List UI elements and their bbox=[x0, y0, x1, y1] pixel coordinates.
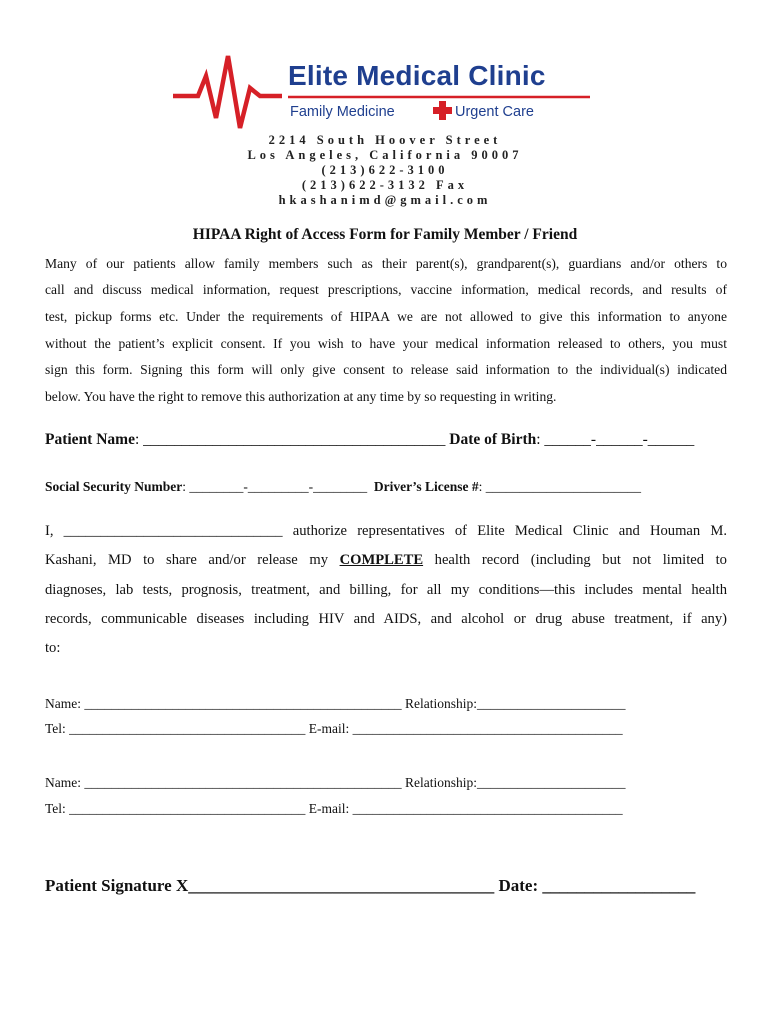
ssn-row bbox=[45, 479, 641, 495]
intro-line: test, pickup forms etc. Under the requirements of HIPAA we are not allowed to give this information to anyone bbox=[45, 309, 727, 324]
tagline-family-medicine: Family Medicine bbox=[290, 104, 395, 120]
intro-line: sign this form. Signing this form will only give consent to release said information to the individual(s) indicated bbox=[45, 362, 727, 377]
contact-2-name-relationship[interactable]: Name: _______________________________________________ Relationship:______________________ bbox=[45, 775, 626, 790]
clinic-logo bbox=[170, 48, 600, 140]
contact-1-name-relationship[interactable]: Name: _______________________________________________ Relationship:______________________ bbox=[45, 696, 626, 711]
red-cross-icon bbox=[433, 101, 452, 120]
auth-line[interactable]: I, ______________________________ authorize representatives of Elite Medical Clinic and Houman M. bbox=[45, 523, 727, 539]
auth-line: to: bbox=[45, 640, 61, 656]
drivers-license-label: Driver’s License # bbox=[373, 479, 479, 494]
patient-name-row bbox=[45, 431, 694, 449]
form-title: HIPAA Right of Access Form for Family Member / Friend bbox=[192, 226, 578, 243]
dob-label: Date of Birth bbox=[449, 431, 537, 448]
address-city: Los Angeles, California 90007 bbox=[247, 148, 523, 162]
intro-line: Many of our patients allow family members such as their parent(s), grandparent(s), guardians and/or others to bbox=[45, 256, 727, 271]
intro-line: call and discuss medical information, request prescriptions, vaccine information, medical records, and results of bbox=[45, 282, 727, 297]
auth-line: Kashani, MD to share and/or release my COMPLETE health record (including but not limited to bbox=[45, 552, 727, 568]
clinic-name: Elite Medical Clinic bbox=[288, 60, 546, 91]
auth-line: records, communicable diseases including HIV and AIDS, and alcohol or drug abuse treatment, if any) bbox=[45, 611, 727, 627]
ssn-field[interactable]: : ________-_________-________ bbox=[182, 479, 368, 494]
tagline-urgent-care: Urgent Care bbox=[455, 104, 534, 120]
contact-1-tel-email[interactable]: Tel: ___________________________________ E-mail: ________________________________________ bbox=[45, 721, 623, 736]
dob-field[interactable]: : ______-______-______ bbox=[536, 431, 695, 448]
address-fax: (213)622-3132 Fax bbox=[301, 178, 469, 192]
drivers-license-field[interactable]: : _______________________ bbox=[478, 479, 641, 494]
address-phone: (213)622-3100 bbox=[321, 163, 449, 177]
auth-line: diagnoses, lab tests, prognosis, treatment, and billing, for all my conditions—this includes mental health bbox=[45, 582, 727, 598]
contact-2-tel-email[interactable]: Tel: ___________________________________ E-mail: ________________________________________ bbox=[45, 801, 623, 816]
patient-signature-date-line[interactable]: Patient Signature X____________________________________ Date: __________________ bbox=[45, 876, 696, 895]
patient-name-field[interactable]: : _______________________________________ bbox=[134, 431, 446, 448]
ssn-label: Social Security Number bbox=[45, 479, 183, 494]
address-street: 2214 South Hoover Street bbox=[268, 133, 502, 147]
address-email: hkashanimd@gmail.com bbox=[278, 193, 492, 207]
intro-line: without the patient’s explicit consent. If you wish to have your medical information released to others, you must bbox=[45, 336, 727, 351]
patient-name-label: Patient Name bbox=[45, 431, 135, 448]
complete-emphasis: COMPLETE bbox=[339, 552, 424, 568]
intro-line: below. You have the right to remove this authorization at any time by so requesting in writing. bbox=[45, 389, 557, 404]
